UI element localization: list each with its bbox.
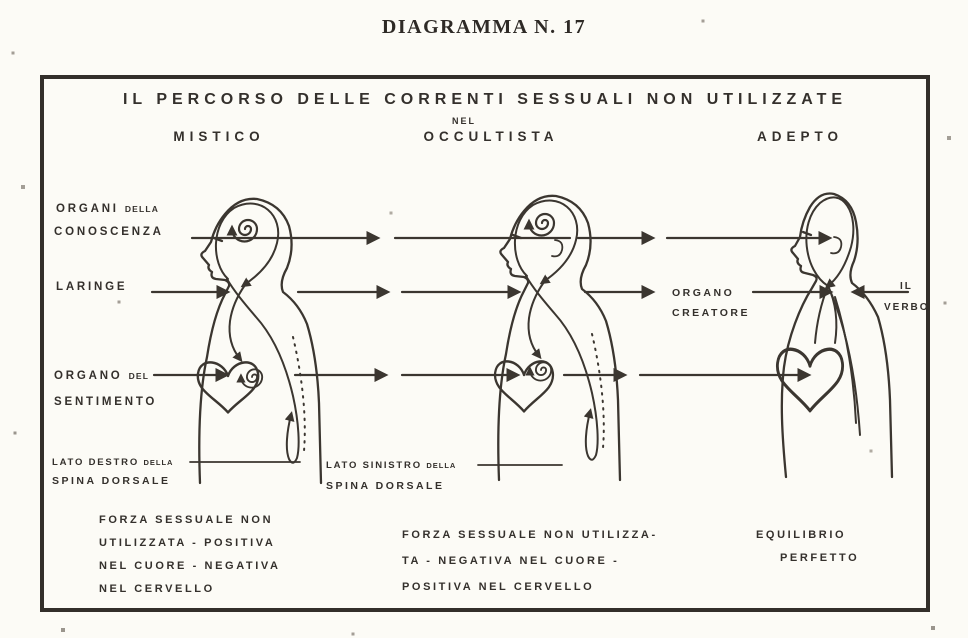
caption-mistico-line4: NEL CERVELLO bbox=[99, 583, 215, 595]
label-text-small: DELLA bbox=[143, 458, 174, 467]
front-current bbox=[528, 282, 544, 356]
current-to-heart-left bbox=[815, 286, 828, 343]
label-spina-dorsale-middle: SPINA DORSALE bbox=[326, 480, 445, 492]
label-text: ORGANO bbox=[54, 370, 123, 382]
label-sentimento: SENTIMENTO bbox=[54, 396, 158, 408]
label-text-small: DEL bbox=[128, 371, 150, 381]
ear-mark bbox=[552, 240, 562, 256]
heart-spiral bbox=[530, 362, 551, 380]
head-spiral bbox=[529, 214, 554, 236]
caption-mistico-line1: FORZA SESSUALE NON bbox=[99, 514, 274, 526]
connector-label: NEL bbox=[452, 116, 476, 126]
label-il-verbo-line2: VERBO bbox=[884, 302, 930, 313]
page-title: DIAGRAMMA N. 17 bbox=[381, 16, 587, 38]
flow-arrows bbox=[152, 238, 908, 465]
caption-mistico-line3: NEL CUORE - NEGATIVA bbox=[99, 560, 281, 572]
front-current bbox=[229, 285, 245, 359]
back-current-tail-2 bbox=[835, 297, 856, 423]
mystic-figure bbox=[198, 199, 321, 483]
label-organi-della bbox=[56, 203, 159, 215]
adept-figure bbox=[777, 194, 892, 477]
label-text: ORGANI bbox=[56, 203, 119, 215]
label-text-small: DELLA bbox=[124, 204, 160, 214]
label-text: LATO DESTRO bbox=[52, 457, 140, 468]
label-organo-del bbox=[54, 370, 149, 382]
label-text: LATO SINISTRO bbox=[326, 460, 422, 471]
heart-shape bbox=[777, 349, 842, 411]
scan-speckles bbox=[0, 0, 2, 2]
label-lato-destro bbox=[52, 457, 173, 468]
ear-mark bbox=[831, 237, 841, 253]
spine-current bbox=[227, 279, 299, 463]
column-header-adepto: ADEPTO bbox=[756, 129, 844, 144]
label-text-small: DELLA bbox=[426, 461, 457, 470]
caption-occultista-line1: FORZA SESSUALE NON UTILIZZA- bbox=[402, 529, 658, 541]
label-lato-sinistro bbox=[326, 460, 456, 471]
diagram-frame bbox=[40, 75, 930, 612]
column-header-mistico: MISTICO bbox=[173, 129, 265, 144]
label-organo-creatore-line2: CREATORE bbox=[672, 307, 750, 319]
diagram-title: IL PERCORSO DELLE CORRENTI SESSUALI NON UTILIZZATE bbox=[122, 91, 848, 108]
caption-adepto-line2: PERFETTO bbox=[780, 552, 860, 564]
caption-occultista-line2: TA - NEGATIVA NEL CUORE - bbox=[402, 555, 620, 567]
head-current-loop bbox=[216, 204, 278, 285]
label-il-verbo-line1: IL bbox=[900, 281, 913, 292]
label-laringe: LARINGE bbox=[56, 281, 128, 293]
caption-mistico-line2: UTILIZZATA - POSITIVA bbox=[99, 537, 276, 549]
head-current-loop bbox=[515, 201, 577, 282]
label-spina-dorsale-left: SPINA DORSALE bbox=[52, 475, 171, 487]
label-conoscenza: CONOSCENZA bbox=[54, 226, 164, 238]
label-organo-creatore-line1: ORGANO bbox=[672, 287, 735, 299]
column-header-occultista: OCCULTISTA bbox=[423, 129, 559, 144]
body-outline bbox=[199, 199, 321, 483]
head-current-loop bbox=[806, 197, 853, 286]
caption-adepto-line1: EQUILIBRIO bbox=[756, 529, 847, 541]
caption-occultista-line3: POSITIVA NEL CERVELLO bbox=[402, 581, 595, 593]
